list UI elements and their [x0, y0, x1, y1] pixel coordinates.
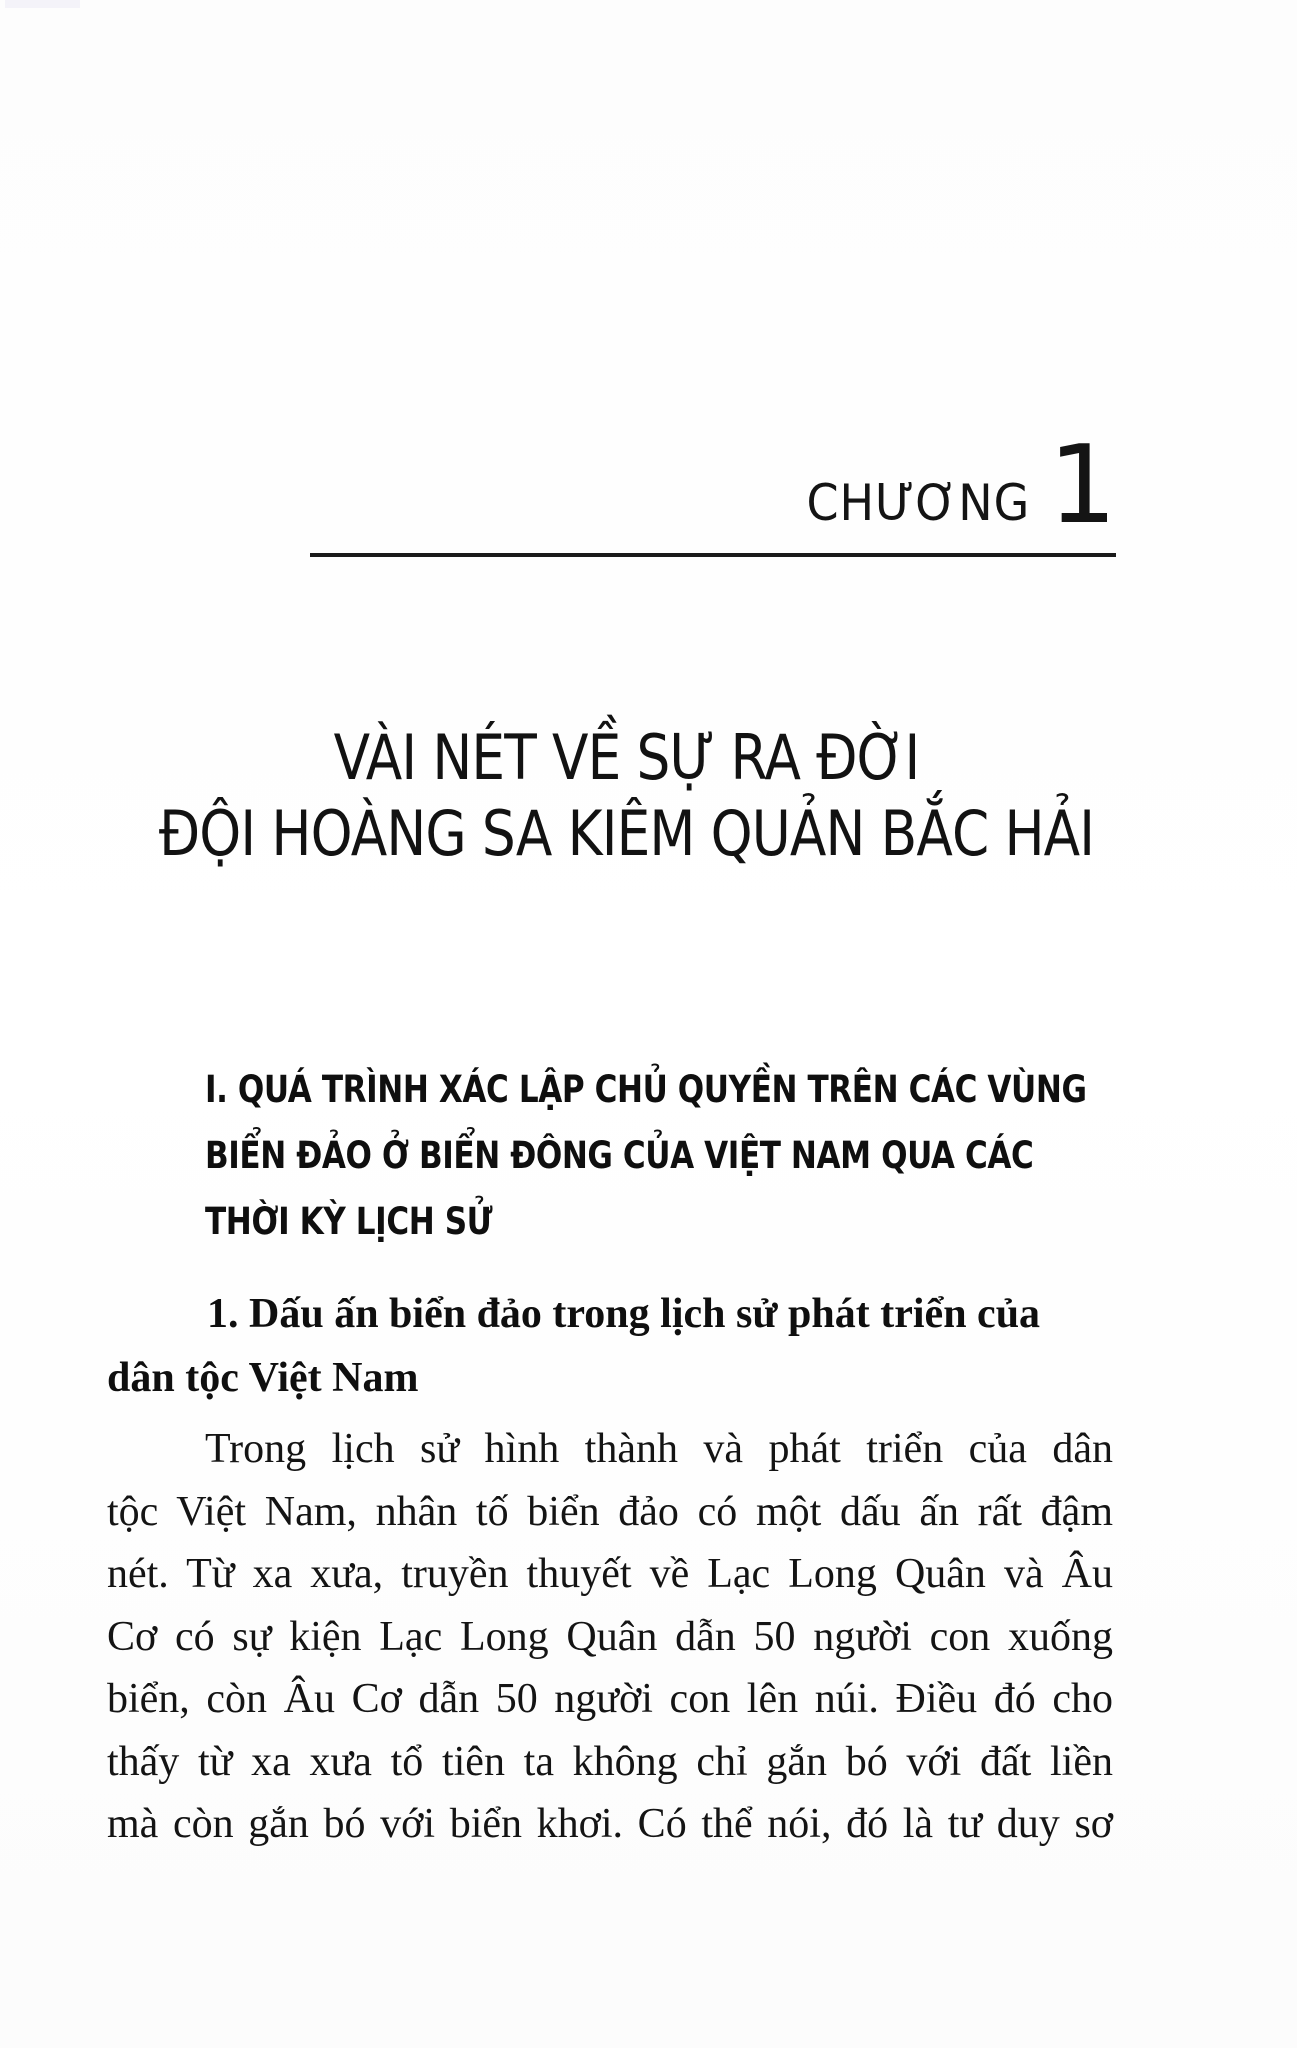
section-heading-line: I. QUÁ TRÌNH XÁC LẬP CHỦ QUYỀN TRÊN CÁC VÙNG — [205, 1068, 1087, 1111]
chapter-number: 1 — [1048, 423, 1117, 548]
subsection-heading-line: 1. Dấu ấn biển đảo trong lịch sử phát triển của — [207, 1291, 1041, 1337]
chapter-word: CHƯƠNG — [806, 473, 1031, 532]
section-heading-line: THỜI KỲ LỊCH SỬ — [205, 1200, 493, 1243]
body-line: thấy từ xa xưa tổ tiên ta không chỉ gắn bó với đất liền — [107, 1738, 1113, 1785]
scan-artifact — [5, 0, 80, 8]
chapter-title-line-1: VÀI NÉT VỀ SỰ RA ĐỜI — [333, 721, 920, 794]
body-line: tộc Việt Nam, nhân tố biển đảo có một dấu ấn rất đậm — [107, 1488, 1113, 1535]
section-heading — [205, 1057, 1115, 1255]
body-line: biển, còn Âu Cơ dẫn 50 người con lên núi. Điều đó cho — [107, 1676, 1113, 1722]
body-line: Trong lịch sử hình thành và phát triển của dân — [205, 1426, 1113, 1472]
chapter-label — [787, 423, 1117, 548]
body-line: Cơ có sự kiện Lạc Long Quân dẫn 50 người con xuống — [107, 1613, 1113, 1660]
body-line: mà còn gắn bó với biển khơi. Có thể nói, đó là tư duy sơ — [107, 1801, 1113, 1847]
subsection-heading-line: dân tộc Việt Nam — [107, 1355, 419, 1401]
chapter-divider — [310, 553, 1116, 557]
chapter-title-line-2: ĐỘI HOÀNG SA KIÊM QUẢN BẮC HẢI — [158, 797, 1095, 870]
body-paragraph — [107, 1418, 1113, 1856]
subsection-heading — [107, 1282, 1113, 1410]
section-heading-line: BIỂN ĐẢO Ở BIỂN ĐÔNG CỦA VIỆT NAM QUA CÁC — [205, 1134, 1034, 1177]
body-line: nét. Từ xa xưa, truyền thuyết về Lạc Long Quân và Âu — [107, 1551, 1113, 1597]
